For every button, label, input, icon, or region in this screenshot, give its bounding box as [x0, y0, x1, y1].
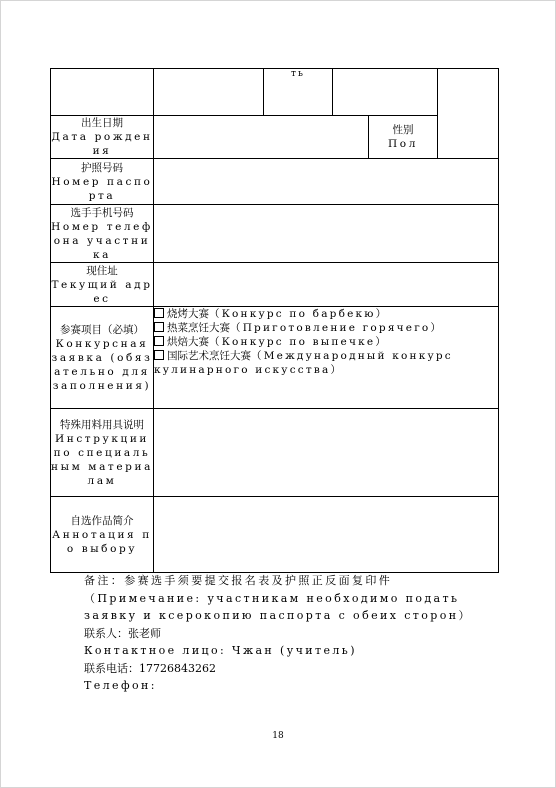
remark-note: 备注：参赛选手须要提交报名表及护照正反面复印件（Примечание: участникам необходимо подать заявку и ксерокопию паспорта с обеих сторон） [84, 574, 472, 622]
event-option-zh: 热菜烹饪大赛 [167, 322, 230, 334]
birth-label-zh: 出生日期 [81, 117, 123, 129]
birth-row [51, 116, 499, 159]
intro-label-ru: Аннотация по выбору [52, 528, 152, 555]
contact-phone-ru: Телефон: [84, 679, 157, 692]
passport-row [51, 159, 499, 205]
event-option-hot-dish[interactable] [154, 321, 498, 335]
gender-label-zh: 性别 [392, 124, 414, 136]
passport-label [51, 159, 154, 205]
passport-input[interactable] [154, 159, 499, 205]
photo-top-row [51, 69, 499, 116]
birth-input[interactable] [154, 116, 369, 159]
birth-label-ru: Дата рождения [51, 131, 153, 157]
event-option-baking[interactable] [154, 335, 498, 349]
gender-label-ru: Пол [388, 138, 418, 150]
intro-label-zh: 自选作品简介 [70, 514, 134, 527]
gender-label [369, 116, 438, 159]
address-label-zh: 现住址 [86, 264, 118, 277]
intro-label [51, 497, 154, 573]
event-option-ru: （Приготовление горячего） [230, 322, 444, 334]
event-option-ru: （Международный конкурс кулинарного искусства） [154, 350, 453, 376]
top-cell-3 [264, 69, 333, 116]
contact-person-zh: 联系人：张老师 [84, 626, 161, 640]
phone-label-ru: Номер телефона участника [51, 220, 153, 261]
event-option-bbq[interactable] [154, 307, 498, 321]
tools-label-zh: 特殊用料用具说明 [60, 418, 144, 431]
phone-row [51, 205, 499, 263]
checkbox-icon[interactable] [154, 336, 164, 346]
checkbox-icon[interactable] [154, 322, 164, 332]
phone-label [51, 205, 154, 263]
tools-label-ru: Инструкции по специальным материалам [51, 432, 153, 487]
intro-row [51, 497, 499, 573]
tools-label [51, 409, 154, 497]
event-option-culinary-art[interactable] [154, 349, 498, 377]
notes-section [84, 572, 496, 695]
checkbox-icon[interactable] [154, 308, 164, 318]
address-input[interactable] [154, 263, 499, 307]
tools-input[interactable] [154, 409, 499, 497]
address-row [51, 263, 499, 307]
top-cell-2 [154, 69, 264, 116]
events-label [51, 307, 154, 409]
events-label-zh: 参赛项目（必填） [60, 323, 144, 336]
photo-cell [438, 69, 499, 159]
page-number: 18 [272, 731, 284, 741]
events-row [51, 307, 499, 409]
phone-input[interactable] [154, 205, 499, 263]
events-label-ru: Конкурсная заявка (обязательно для заполнения) [51, 337, 153, 392]
address-label-ru: Текущий адрес [51, 278, 153, 305]
contact-phone-zh: 联系电话：17726843262 [84, 661, 216, 675]
contact-person-ru: Контактное лицо: Чжан (учитель) [84, 644, 357, 657]
passport-label-zh: 护照号码 [81, 161, 123, 174]
event-option-ru: （Конкурс по барбекю） [209, 308, 389, 320]
event-option-ru: （Конкурс по выпечке） [209, 336, 388, 348]
checkbox-icon[interactable] [154, 350, 164, 360]
tools-row [51, 409, 499, 497]
events-options [154, 307, 499, 409]
event-option-zh: 烘焙大赛 [167, 336, 209, 348]
top-cell-4 [333, 69, 438, 116]
address-label [51, 263, 154, 307]
intro-input[interactable] [154, 497, 499, 573]
event-option-zh: 国际艺术烹饪大赛 [167, 350, 251, 362]
top-cell-fragment: ть [291, 69, 305, 79]
birth-label [51, 116, 154, 159]
event-option-zh: 烧烤大赛 [167, 308, 209, 320]
registration-form-table [50, 68, 499, 573]
passport-label-ru: Номер паспорта [51, 175, 153, 202]
top-cell-1 [51, 69, 154, 116]
phone-label-zh: 选手手机号码 [70, 206, 134, 219]
